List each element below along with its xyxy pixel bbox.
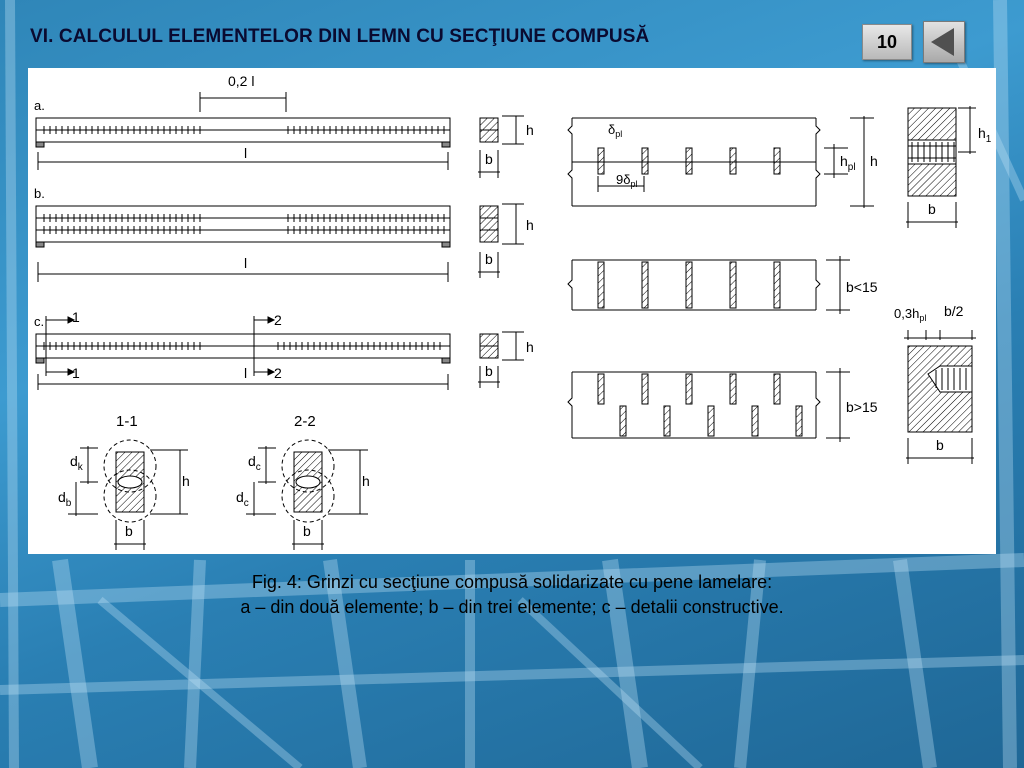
dc-label-bottom: $d_c$ (236, 489, 249, 509)
back-button[interactable] (923, 21, 965, 63)
section-2-bottom: 2 (274, 365, 282, 381)
three-hpl-label: $0,3h_{pl}$ (894, 306, 927, 323)
figure-panel (28, 68, 996, 554)
b-label-c: b (485, 363, 493, 379)
triangle-left-icon (924, 22, 964, 62)
b-label-h1: b (928, 201, 936, 217)
dim-02l-label: 0,2 l (228, 73, 255, 89)
h-label-22: h (362, 473, 370, 489)
b-lt15-label: b<15 (846, 279, 878, 295)
b-label-wide: b (936, 437, 944, 453)
dc-label-top: $d_c$ (248, 453, 261, 473)
b-half-label: b/2 (944, 303, 964, 319)
b-label-22: b (303, 523, 311, 539)
b-label-a: b (485, 151, 493, 167)
h1-label: $h_1$ (978, 125, 992, 145)
section-1-bottom: 1 (72, 365, 80, 381)
section-22-label: 2-2 (294, 413, 316, 430)
span-l-label-c: l (244, 365, 248, 381)
caption-line-2: a – din două elemente; b – din trei elemente; c – detalii constructive. (240, 597, 784, 617)
figure-caption (0, 570, 1024, 620)
span-l-label-a: l (244, 145, 248, 161)
slide-title: VI. CALCULUL ELEMENTELOR DIN LEMN CU SECŢIUNE COMPUSĂ (30, 26, 650, 47)
h-label-elev: h (870, 153, 878, 169)
h-label-b: h (526, 217, 534, 233)
page-number: 10 (862, 24, 912, 60)
section-11-label: 1-1 (116, 413, 138, 430)
label-b: b. (34, 186, 45, 201)
section-1-top: 1 (72, 309, 80, 325)
b-label-11: b (125, 523, 133, 539)
nine-delta-label: $9\delta_{pl}$ (616, 172, 638, 189)
h-label-11: h (182, 473, 190, 489)
h-label-c: h (526, 339, 534, 355)
span-l-label-b: l (244, 255, 248, 271)
dk-label: $d_k$ (70, 453, 83, 473)
h-label-a: h (526, 122, 534, 138)
section-2-top: 2 (274, 312, 282, 328)
label-a: a. (34, 98, 45, 113)
caption-line-1: Fig. 4: Grinzi cu secţiune compusă solidarizate cu pene lamelare: (251, 572, 773, 592)
hpl-label: $h_{pl}$ (840, 153, 856, 173)
db-label: $d_b$ (58, 489, 72, 509)
delta-pl-label: $\delta_{pl}$ (608, 122, 623, 139)
label-c: c. (34, 314, 45, 329)
technical-drawing (28, 68, 996, 554)
b-label-b: b (485, 251, 493, 267)
b-gt15-label: b>15 (846, 399, 878, 415)
